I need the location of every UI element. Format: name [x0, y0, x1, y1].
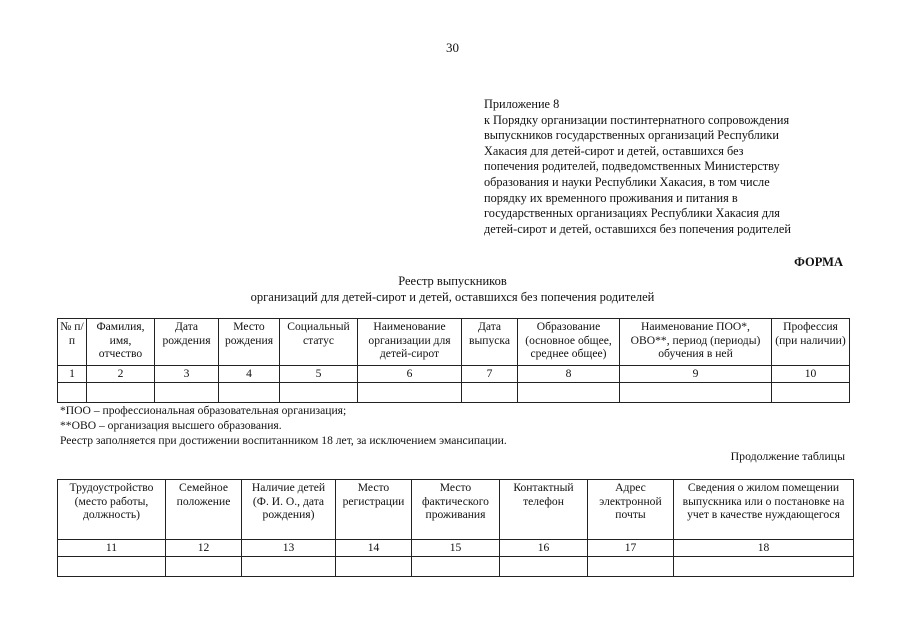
column-header: Дата выпуска — [462, 319, 518, 366]
column-header: Трудоустройство (место работы, должность) — [58, 480, 166, 540]
column-header: Фамилия, имя, отчество — [87, 319, 155, 366]
table-cell — [588, 557, 674, 577]
column-number: 12 — [166, 540, 242, 557]
column-number: 4 — [219, 366, 280, 383]
page-number: 30 — [446, 40, 459, 55]
table-cell — [87, 382, 155, 402]
table-cell — [412, 557, 500, 577]
column-header: Наличие детей (Ф. И. О., дата рождения) — [242, 480, 336, 540]
column-header: Адрес электронной почты — [588, 480, 674, 540]
appendix-line: государственных организациях Республики Хакасия для — [484, 206, 780, 221]
column-header: Место фактического проживания — [412, 480, 500, 540]
column-header: № п/п — [58, 319, 87, 366]
column-header: Дата рождения — [155, 319, 219, 366]
column-header: Семейное положение — [166, 480, 242, 540]
appendix-title: Приложение 8 — [484, 97, 560, 111]
appendix-block — [484, 97, 844, 237]
registry-note: Реестр заполняется при достижении воспитанником 18 лет, за исключением эмансипации. — [60, 434, 507, 448]
table-header-row — [58, 480, 854, 540]
appendix-line: детей-сирот и детей, оставшихся без попечения родителей — [484, 221, 791, 236]
continuation-label: Продолжение таблицы — [730, 449, 845, 463]
column-header: Профессия (при наличии) — [772, 319, 850, 366]
table-cell — [358, 382, 462, 402]
appendix-line: образования и науки Республики Хакасия, в том числе — [484, 174, 770, 189]
appendix-line: порядку их временного проживания и питания в — [484, 190, 738, 205]
registry-table-main — [57, 318, 850, 403]
table-cell — [674, 557, 854, 577]
table-cell — [336, 557, 412, 577]
column-number: 15 — [412, 540, 500, 557]
registry-title-line-1: Реестр выпускников — [398, 274, 507, 288]
appendix-line: попечения родителей, подведомственных Министерству — [484, 159, 780, 174]
table-header-row — [58, 319, 850, 366]
column-number: 3 — [155, 366, 219, 383]
column-header: Контактный телефон — [500, 480, 588, 540]
column-number: 13 — [242, 540, 336, 557]
column-header: Сведения о жилом помещении выпускника или о постановке на учет в качестве нуждающегося — [674, 480, 854, 540]
table-cell — [518, 382, 620, 402]
column-header: Место рождения — [219, 319, 280, 366]
column-number-row — [58, 366, 850, 383]
column-header: Наименование организации для детей-сирот — [358, 319, 462, 366]
table-cell — [166, 557, 242, 577]
column-number: 7 — [462, 366, 518, 383]
table-cell — [242, 557, 336, 577]
table-cell — [58, 382, 87, 402]
table-cell — [462, 382, 518, 402]
column-number: 14 — [336, 540, 412, 557]
table-cell — [772, 382, 850, 402]
column-number: 17 — [588, 540, 674, 557]
table-cell — [58, 557, 166, 577]
table-cell — [620, 382, 772, 402]
registry-table-continuation — [57, 479, 854, 577]
column-number: 2 — [87, 366, 155, 383]
registry-title — [0, 273, 905, 305]
column-number: 16 — [500, 540, 588, 557]
column-number: 8 — [518, 366, 620, 383]
column-header: Место регистрации — [336, 480, 412, 540]
column-header: Социальный статус — [280, 319, 358, 366]
column-number: 18 — [674, 540, 854, 557]
column-number: 11 — [58, 540, 166, 557]
empty-data-row — [58, 557, 854, 577]
footnotes — [60, 403, 507, 449]
column-number-row — [58, 540, 854, 557]
column-number: 5 — [280, 366, 358, 383]
registry-title-line-2: организаций для детей-сирот и детей, оставшихся без попечения родителей — [250, 290, 655, 304]
table-cell — [280, 382, 358, 402]
form-label: ФОРМА — [794, 255, 843, 269]
appendix-line: к Порядку организации постинтернатного сопровождения — [484, 112, 790, 127]
column-header: Наименование ПОО*, ОВО**, период (периоды) обучения в ней — [620, 319, 772, 366]
column-number: 10 — [772, 366, 850, 383]
appendix-line: выпускников государственных организаций Республики — [484, 128, 779, 143]
footnote-poo: *ПОО – профессиональная образовательная организация; — [60, 404, 347, 417]
column-number: 1 — [58, 366, 87, 383]
table-cell — [155, 382, 219, 402]
table-cell — [219, 382, 280, 402]
column-number: 9 — [620, 366, 772, 383]
table-cell — [500, 557, 588, 577]
appendix-line: Хакасия для детей-сирот и детей, оставшихся без — [484, 143, 744, 158]
column-header: Образование (основное общее, среднее общее) — [518, 319, 620, 366]
footnote-ovo: **ОВО – организация высшего образования. — [60, 419, 282, 433]
empty-data-row — [58, 382, 850, 402]
column-number: 6 — [358, 366, 462, 383]
